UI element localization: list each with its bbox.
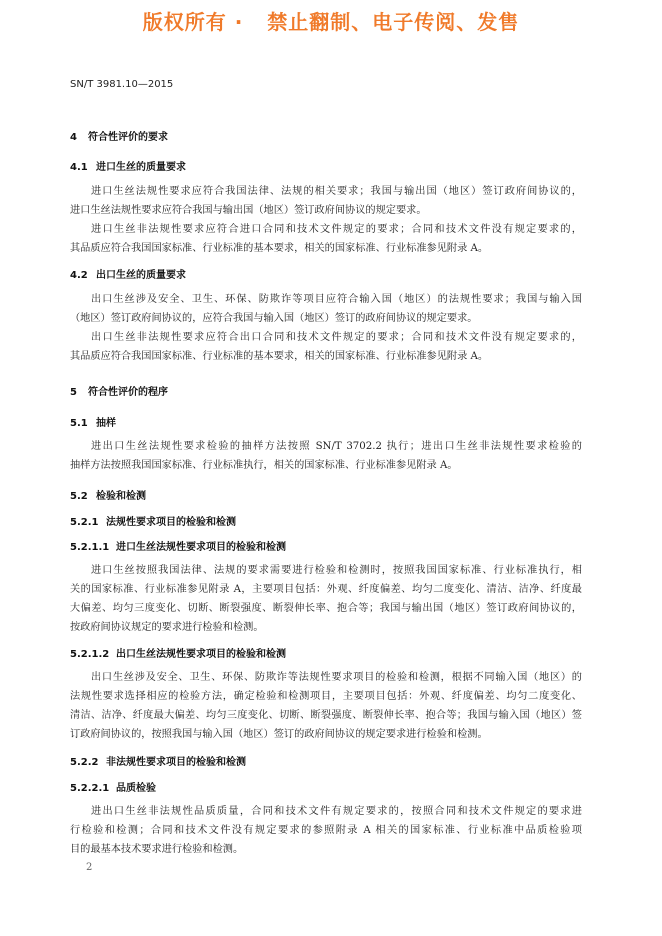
section-number: 4.1	[70, 162, 88, 173]
section-5-2-2-heading	[70, 753, 246, 768]
section-number: 5.1	[70, 418, 88, 429]
paragraph	[70, 668, 582, 744]
section-5-2-2-1-heading	[70, 779, 156, 794]
section-title: 检验和检测	[96, 491, 146, 502]
section-number: 5.2.1.2	[70, 649, 110, 660]
section-5-2-1-heading	[70, 513, 236, 528]
paragraph	[70, 437, 582, 475]
paragraph	[70, 802, 582, 859]
section-title: 出口生丝法规性要求项目的检验和检测	[116, 649, 286, 660]
text-line: （地区）签订政府间协议的，应符合我国与输入国（地区）签订的政府间协议的规定要求。	[70, 313, 478, 324]
section-number: 5.2	[70, 491, 88, 502]
text-line: 关的国家标准、行业标准参见附录 A，主要项目包括：外观、纤度偏差、均匀二度变化、清洁、洁净、纤度最	[70, 584, 582, 595]
section-number: 4.2	[70, 270, 88, 281]
section-5-2-1-2-heading	[70, 645, 286, 660]
text-line: 按政府间协议规定的要求进行检验和检测。	[70, 622, 264, 633]
section-title: 非法规性要求项目的检验和检测	[106, 757, 246, 768]
text-line: 行检验和检测；合同和技术文件没有规定要求的参照附录 A 相关的国家标准、行业标准中品质检验项	[70, 825, 582, 836]
copyright-watermark: 版权所有 · 禁止翻制、电子传阅、发售	[142, 10, 520, 34]
text-line: 出口生丝非法规性要求应符合出口合同和技术文件规定的要求；合同和技术文件没有规定要求的，	[91, 332, 582, 343]
paragraph	[70, 561, 582, 637]
text-line: 大偏差、均匀三度变化、切断、断裂强度、断裂伸长率、抱合等；我国与输出国（地区）签订政府间协议的，	[70, 603, 582, 614]
section-5-2-1-1-heading	[70, 538, 286, 553]
section-title: 进口生丝法规性要求项目的检验和检测	[116, 542, 286, 553]
paragraph	[70, 290, 582, 366]
text-line: 目的最基本技术要求进行检验和检测。	[70, 844, 244, 855]
text-line: 进口生丝非法规性要求应符合进口合同和技术文件规定的要求；合同和技术文件没有规定要求的，	[91, 224, 582, 235]
section-title: 抽样	[96, 418, 116, 429]
text-line: 进出口生丝非法规性品质质量，合同和技术文件有规定要求的，按照合同和技术文件规定的要求进	[91, 806, 582, 817]
section-title: 符合性评价的要求	[88, 132, 168, 143]
section-title: 品质检验	[116, 783, 156, 794]
text-line: 进口生丝法规性要求应符合我国与输出国（地区）签订政府间协议的规定要求。	[70, 205, 427, 216]
section-title: 出口生丝的质量要求	[96, 270, 186, 281]
text-line: 进口生丝按照我国法律、法规的要求需要进行检验和检测时，按照我国国家标准、行业标准执行，相	[91, 565, 582, 576]
section-4-2-heading	[70, 266, 186, 281]
section-title: 符合性评价的程序	[88, 387, 168, 398]
section-number: 5.2.2.1	[70, 783, 110, 794]
section-4-heading	[70, 128, 168, 143]
section-number: 5.2.2	[70, 757, 99, 768]
text-line: 抽样方法按照我国国家标准、行业标准执行，相关的国家标准、行业标准参见附录 A。	[70, 460, 458, 471]
section-number: 5.2.1	[70, 517, 99, 528]
text-line: 进出口生丝法规性要求检验的抽样方法按照 SN/T 3702.2 执行；进出口生丝非法规性要求检验的	[91, 441, 582, 452]
text-line: 进口生丝法规性要求应符合我国法律、法规的相关要求；我国与输出国（地区）签订政府间协议的，	[91, 186, 582, 197]
text-line: 清洁、洁净、纤度最大偏差、均匀三度变化、切断、断裂强度、断裂伸长率、抱合等；我国与输入国（地区）签	[70, 710, 582, 721]
section-5-1-heading	[70, 414, 116, 429]
section-number: 4	[70, 132, 77, 143]
text-line: 出口生丝涉及安全、卫生、环保、防欺诈等法规性要求项目的检验和检测，根据不同输入国（地区）的	[91, 672, 582, 683]
section-5-heading	[70, 383, 168, 398]
page-number: 2	[86, 862, 93, 873]
section-number: 5	[70, 387, 77, 398]
section-title: 进口生丝的质量要求	[96, 162, 186, 173]
section-title: 法规性要求项目的检验和检测	[106, 517, 236, 528]
paragraph	[70, 182, 582, 258]
text-line: 订政府间协议的，按照我国与输入国（地区）签订的政府间协议的规定要求进行检验和检测。	[70, 729, 488, 740]
section-number: 5.2.1.1	[70, 542, 110, 553]
text-line: 法规性要求选择相应的检验方法，确定检验和检测项目，主要项目包括：外观、纤度偏差、均匀二度变化、	[70, 691, 582, 702]
section-4-1-heading	[70, 158, 186, 173]
section-5-2-heading	[70, 487, 146, 502]
text-line: 出口生丝涉及安全、卫生、环保、防欺诈等项目应符合输入国（地区）的法规性要求；我国与输入国	[91, 294, 582, 305]
standard-number: SN/T 3981.10—2015	[70, 79, 174, 90]
text-line: 其品质应符合我国国家标准、行业标准的基本要求，相关的国家标准、行业标准参见附录 A。	[70, 243, 489, 254]
text-line: 其品质应符合我国国家标准、行业标准的基本要求，相关的国家标准、行业标准参见附录 A。	[70, 351, 489, 362]
